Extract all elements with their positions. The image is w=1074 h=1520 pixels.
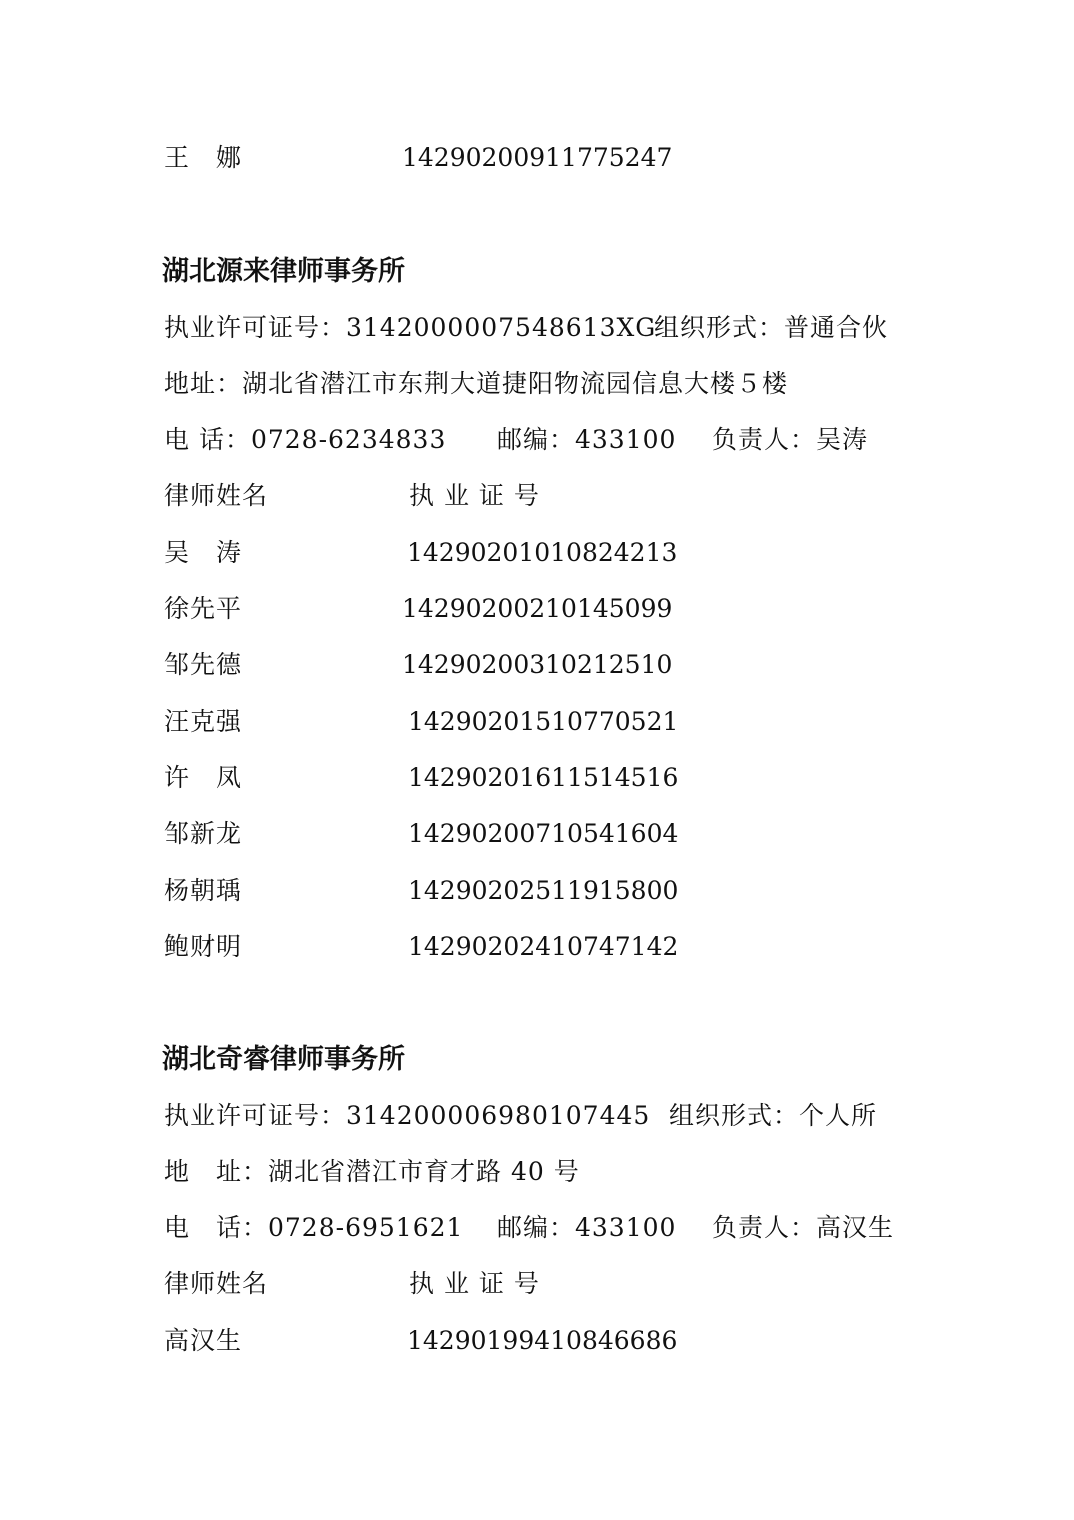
firm-license: 执业许可证号：3142000007548613XG: [164, 313, 657, 342]
lawyer-name: 徐先平: [164, 594, 243, 623]
lawyer-cert-number: 14290199410846686: [407, 1326, 678, 1355]
lawyer-name: 许 凤: [164, 763, 243, 792]
firm-phone: 电 话：0728-6234833: [164, 425, 447, 454]
firm-license: 执业许可证号：314200006980107445: [164, 1101, 651, 1130]
lawyer-name: 鲍财明: [164, 932, 243, 961]
firm-org-form: 组织形式：普通合伙: [654, 313, 889, 342]
column-header-cert: 执 业 证 号: [409, 1269, 540, 1298]
lawyer-cert-number: 14290202511915800: [408, 876, 679, 905]
lawyer-cert-number: 14290202410747142: [408, 932, 679, 961]
lawyer-cert-number: 14290201010824213: [407, 538, 678, 567]
lawyer-cert-number: 14290201510770521: [408, 707, 679, 736]
firm-postcode: 邮编：433100: [497, 425, 677, 454]
firm-postcode: 邮编：433100: [497, 1213, 677, 1242]
lawyer-cert-number: 14290200911775247: [402, 143, 673, 172]
column-header-name: 律师姓名: [164, 1269, 269, 1298]
lawyer-name: 高汉生: [164, 1326, 243, 1355]
lawyer-name: 吴 涛: [164, 538, 243, 567]
lawyer-name: 杨朝瑀: [164, 876, 243, 905]
firm-phone: 电 话：0728-6951621: [164, 1213, 464, 1242]
firm-title: 湖北奇睿律师事务所: [162, 1044, 405, 1075]
firm-leader: 负责人：吴涛: [712, 425, 869, 454]
lawyer-cert-number: 14290200310212510: [402, 650, 673, 679]
firm-address: 地址：湖北省潜江市东荆大道捷阳物流园信息大楼５楼: [164, 369, 789, 398]
firm-title: 湖北源来律师事务所: [162, 256, 405, 287]
firm-org-form: 组织形式：个人所: [669, 1101, 878, 1130]
lawyer-cert-number: 14290200210145099: [402, 594, 673, 623]
lawyer-name: 王 娜: [164, 143, 243, 172]
lawyer-name: 邹新龙: [164, 819, 243, 848]
lawyer-name: 汪克强: [164, 707, 243, 736]
lawyer-cert-number: 14290200710541604: [408, 819, 679, 848]
lawyer-cert-number: 14290201611514516: [408, 763, 679, 792]
lawyer-name: 邹先德: [164, 650, 243, 679]
firm-leader: 负责人：高汉生: [712, 1213, 895, 1242]
column-header-cert: 执 业 证 号: [409, 481, 540, 510]
column-header-name: 律师姓名: [164, 481, 269, 510]
firm-address: 地 址：湖北省潜江市育才路 40 号: [164, 1157, 580, 1186]
